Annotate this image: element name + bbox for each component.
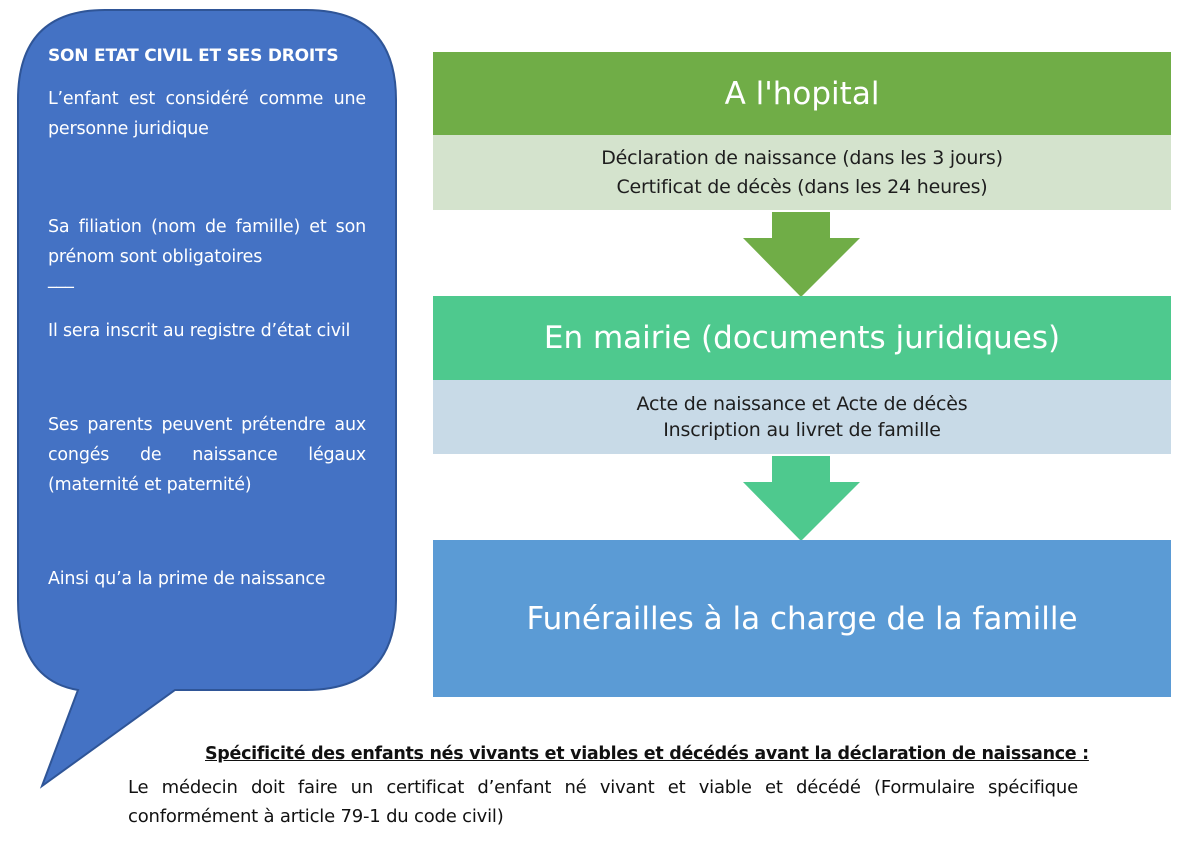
hospital-details bbox=[433, 135, 1171, 210]
civil-status-panel bbox=[48, 46, 366, 594]
legal-person-text: L’enfant est considéré comme une personne juridique bbox=[48, 89, 366, 139]
town-hall-title: En mairie (documents juridiques) bbox=[543, 320, 1061, 356]
birth-death-acts-text: Acte de naissance et Acte de décès bbox=[636, 393, 968, 415]
funerals-box bbox=[433, 540, 1171, 697]
funerals-title: Funérailles à la charge de la famille bbox=[526, 600, 1078, 637]
down-arrow-icon bbox=[742, 456, 862, 542]
note-title: Spécificité des enfants nés vivants et viables et décédés avant la déclaration de naissance : bbox=[205, 744, 1089, 764]
down-arrow-icon bbox=[742, 212, 862, 298]
registry-text: Il sera inscrit au registre d’état civil bbox=[48, 321, 351, 341]
town-hall-header bbox=[433, 296, 1171, 380]
filiation-text: Sa filiation (nom de famille) et son prénom sont obligatoires bbox=[48, 217, 366, 267]
hospital-title: A l'hopital bbox=[724, 75, 880, 112]
town-hall-details bbox=[433, 380, 1171, 454]
hospital-header bbox=[433, 52, 1171, 135]
family-book-text: Inscription au livret de famille bbox=[663, 419, 941, 441]
birth-bonus-text: Ainsi qu’a la prime de naissance bbox=[48, 569, 326, 589]
death-certificate-text: Certificat de décès (dans les 24 heures) bbox=[616, 176, 988, 198]
civil-status-title: SON ETAT CIVIL ET SES DROITS bbox=[48, 46, 339, 66]
separator-text: ___ bbox=[48, 269, 74, 289]
birth-declaration-text: Déclaration de naissance (dans les 3 jours) bbox=[601, 147, 1003, 169]
note-body: Le médecin doit faire un certificat d’enfant né vivant et viable et décédé (Formulaire spécifique conformément à article 79-1 du code civil) bbox=[128, 777, 1078, 827]
parental-leave-text: Ses parents peuvent prétendre aux congés de naissance légaux (maternité et paternité) bbox=[48, 415, 366, 495]
